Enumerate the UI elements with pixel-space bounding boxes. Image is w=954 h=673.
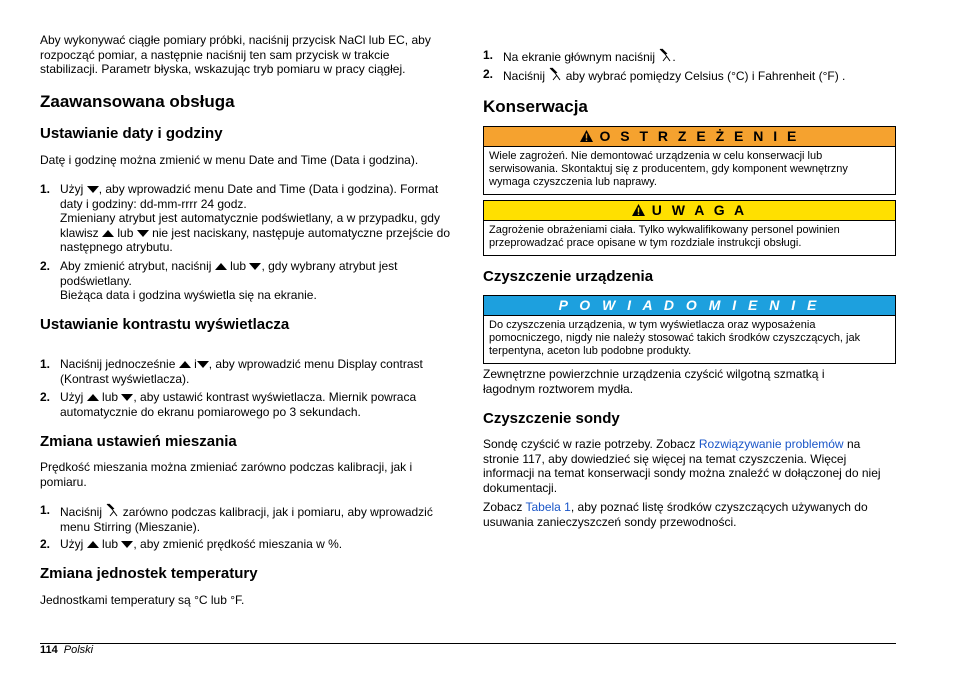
step-text: zarówno podczas kalibracji, jak i pomiaru, aby wprowadzić menu Stirring (Mieszanie). (60, 505, 433, 534)
warning-label: O S T R Z E Ż E N I E (599, 128, 800, 144)
troubleshooting-link[interactable]: Rozwiązywanie problemów (698, 437, 844, 451)
datetime-step-2 (40, 259, 450, 303)
step-text: Na ekranie głównym naciśnij (503, 50, 656, 64)
arrow-down-icon (197, 360, 209, 369)
arrow-up-icon (179, 360, 191, 369)
probe-text: na stronie 117, aby dowiedzieć się więcej na temat czyszczenia. Więcej informacji na temat konserwacji sondy można znaleźć w dołączonej do niej dokumentacji. (483, 437, 881, 495)
stirring-intro: Prędkość mieszania można zmieniać zarówno podczas kalibracji, jak i pomiaru. (40, 460, 413, 489)
temperature-intro: Jednostkami temperatury są °C lub °F. (40, 593, 245, 607)
page-number: 114 (40, 644, 58, 656)
caution-header (484, 201, 895, 221)
step-text: Użyj (60, 537, 84, 551)
stirring-step-1 (40, 503, 450, 534)
warning-box (483, 126, 896, 195)
stir-settings-icon (548, 67, 562, 81)
temp-step-2 (483, 67, 896, 84)
step-number: 1. (40, 503, 51, 517)
arrow-up-icon (87, 393, 99, 402)
heading-clean-probe: Czyszczenie sondy (483, 410, 620, 427)
step-number: 1. (40, 182, 51, 196)
arrow-down-icon (87, 185, 99, 194)
stir-settings-icon (105, 503, 119, 517)
step-text: , aby wprowadzić menu Date and Time (Data i godzina). Format daty i godziny: dd-mm-rrrr 24 godz. (60, 182, 439, 211)
arrow-down-icon (137, 229, 149, 238)
step-number: 2. (40, 259, 51, 273)
probe-paragraph-2 (483, 500, 896, 529)
temp-step-1 (483, 48, 896, 65)
step-number: 2. (40, 390, 51, 404)
probe-text: , aby poznać listę środków czyszczących używanych do usuwania zanieczyszczeń sondy przewodności. (483, 500, 868, 529)
step-text: Zmieniany atrybut jest automatycznie podświetlany, a w przypadku, gdy klawisz (60, 211, 440, 240)
datetime-step-1 (40, 182, 450, 255)
step-text: Użyj (60, 390, 84, 404)
notice-box (483, 295, 896, 364)
caution-text: Zagrożenie obrażeniami ciała. Tylko wykwalifikowany personel powinien przeprowadzać prace opisane w tym rozdziale instrukcji obsługi. (489, 224, 840, 249)
probe-text: Sondę czyścić w razie potrzeby. Zobacz (483, 437, 696, 451)
step-text: Aby zmienić atrybut, naciśnij (60, 259, 212, 273)
footer-language: Polski (63, 644, 94, 656)
step-text: lub (102, 537, 119, 551)
notice-header: P O W I A D O M I E N I E (484, 296, 895, 316)
stir-settings-icon (658, 48, 672, 62)
warning-text: Wiele zagrożeń. Nie demontować urządzenia w celu konserwacji lub serwisowania. Skontaktuj się z producentem, gdy komponent wewnętrzny wymaga czyszczenia lub naprawy. (489, 150, 848, 188)
heading-stirring: Zmiana ustawień mieszania (40, 433, 237, 450)
step-text: aby wybrać pomiędzy Celsius (°C) i Fahrenheit (°F) . (565, 69, 846, 83)
heading-temperature: Zmiana jednostek temperatury (40, 565, 258, 582)
contrast-step-1 (40, 357, 450, 386)
step-number: 1. (483, 48, 494, 62)
step-text: lub (102, 390, 119, 404)
step-text: Naciśnij jednocześnie (60, 357, 176, 371)
heading-maintenance: Konserwacja (483, 97, 588, 116)
arrow-down-icon (249, 262, 261, 271)
heading-advanced: Zaawansowana obsługa (40, 92, 235, 111)
step-text: Bieżąca data i godzina wyświetla się na ekranie. (60, 288, 317, 302)
step-text: , aby wprowadzić menu Display contrast (Kontrast wyświetlacza). (60, 357, 423, 386)
arrow-down-icon (121, 393, 133, 402)
step-text: Naciśnij (60, 505, 103, 519)
stirring-step-2 (40, 537, 450, 552)
step-text: Naciśnij (503, 69, 546, 83)
step-number: 1. (40, 357, 51, 371)
clean-device-text: Zewnętrzne powierzchnie urządzenia czyścić wilgotną szmatką i łagodnym roztworem mydła. (483, 367, 825, 396)
step-text: nie jest naciskany, następuje automatyczne przejście do następnego atrybutu. (60, 225, 451, 254)
step-number: 2. (40, 537, 51, 551)
arrow-up-icon (87, 540, 99, 549)
step-text: i (194, 357, 197, 371)
step-text: , aby ustawić kontrast wyświetlacza. Miernik powraca automatycznie do ekranu pomiarowego po 3 sekundach. (60, 390, 417, 419)
heading-clean-device: Czyszczenie urządzenia (483, 268, 654, 285)
arrow-up-icon (102, 229, 114, 238)
footer (40, 644, 93, 657)
arrow-down-icon (121, 540, 133, 549)
caution-label: U W A G A (651, 202, 748, 218)
contrast-step-2 (40, 390, 450, 419)
intro-paragraph: Aby wykonywać ciągłe pomiary próbki, naciśnij przycisk NaCl lub EC, aby rozpocząć pomiar, a następnie naciśnij ten sam przycisk w trakcie stabilizacji. Parametr błyska, wskazując tryb pomiaru w pracy ciągłej. (40, 33, 431, 76)
step-text: , aby zmienić prędkość mieszania w %. (133, 537, 343, 551)
step-text: , gdy wybrany atrybut jest podświetlany. (60, 259, 398, 288)
warning-triangle-icon (632, 204, 645, 216)
notice-text: Do czyszczenia urządzenia, w tym wyświetlacza oraz wyposażenia pomocniczego, nigdy nie należy stosować takich środków czyszczących, jak terpentyna, aceton lub podobne produkty. (489, 319, 861, 357)
caution-box (483, 200, 896, 256)
heading-datetime: Ustawianie daty i godziny (40, 125, 223, 142)
probe-text: Zobacz (483, 500, 523, 514)
step-text: . (672, 50, 676, 64)
step-text: lub (230, 259, 247, 273)
probe-paragraph (483, 437, 896, 495)
arrow-up-icon (215, 262, 227, 271)
footer-divider (40, 643, 896, 644)
heading-contrast: Ustawianie kontrastu wyświetlacza (40, 316, 290, 333)
datetime-intro: Datę i godzinę można zmienić w menu Date and Time (Data i godzina). (40, 153, 419, 167)
step-text: Użyj (60, 182, 84, 196)
table-1-link[interactable]: Tabela 1 (525, 500, 571, 514)
step-number: 2. (483, 67, 494, 81)
warning-triangle-icon (580, 130, 593, 142)
step-text: lub (117, 225, 134, 240)
warning-header (484, 127, 895, 147)
